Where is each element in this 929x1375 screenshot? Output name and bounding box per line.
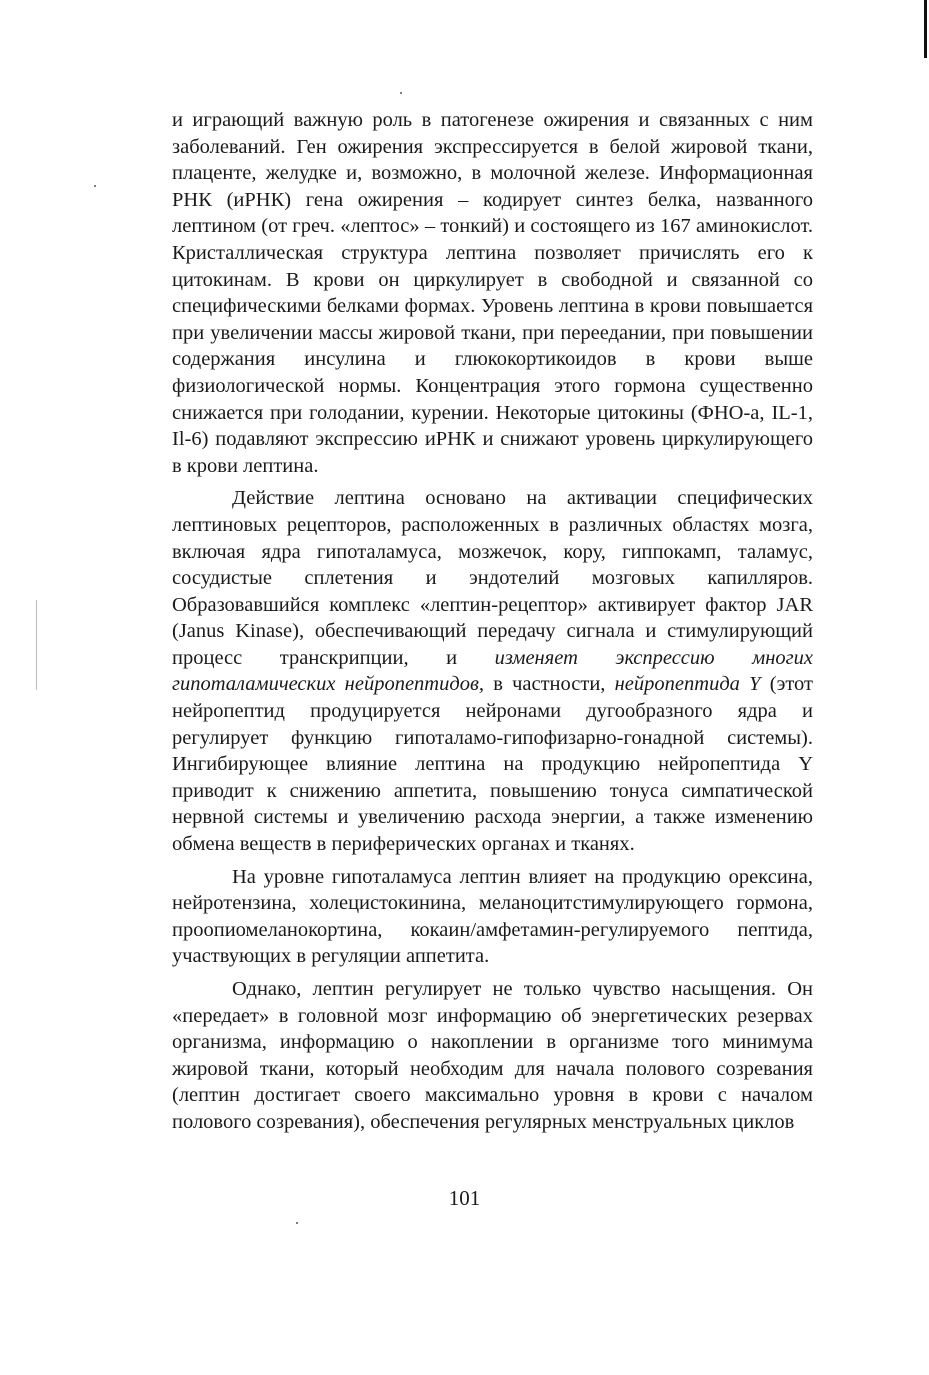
paragraph-2 [172, 485, 813, 857]
paragraph-2-text-a: Действие лептина основано на активации специфических лептиновых рецепторов, расположенных в различных областях мозга, включая ядра гипоталамуса, мозжечок, кору, гиппокамп, таламус, сосудистые сплетения и эндотелий мозговых капилляров. Образовавшийся комплекс «лептин-рецептор» активирует фактор JAR (Janus Kinase), обеспечивающий передачу сигнала и стимулирующий процесс транскрипции, и [172, 487, 813, 669]
paragraph-2-text-c: (этот нейропептид продуцируется нейронами дугообразного ядра и регулирует функцию гипоталамо-гипофизарно-гонадной системы). Ингибирующее влияние лептина на продукцию нейропептида Y приводит к снижению аппетита, повышению тонуса симпатической нервной системы и увеличению расхода энергии, а также изменению обмена веществ в периферических органах и тканях. [172, 673, 813, 856]
scan-margin-artifact [36, 600, 37, 690]
paragraph-2-italic-a: изменяет экспрессию многих гипоталамических нейропептидов, [172, 646, 813, 696]
paragraph-2-italic-b: нейропептида Y [614, 673, 761, 696]
paragraph-4 [172, 976, 813, 1136]
paragraph-3 [172, 864, 813, 970]
scan-speck [400, 92, 402, 94]
paragraph-1 [172, 107, 813, 479]
scan-edge-mark [924, 0, 927, 58]
page-body [172, 107, 813, 1142]
paragraph-2-text-b: в частности, [484, 673, 615, 696]
paragraph-1-text: и играющий важную роль в патогенезе ожирения и связанных с ним заболеваний. Ген ожирения экспрессируется в белой жировой ткани, плаценте, желудке и, возможно, в молочной железе. Информационная РНК (иРНК) гена ожирения – кодирует синтез белка, названного лептином (от греч. «лептос» – тонкий) и состоящего из 167 аминокислот. Кристаллическая структура лептина позволяет причислять его к цитокинам. В крови он циркулирует в свободной и связанной со специфическими белками формах. Уровень лептина в крови повышается при увеличении массы жировой ткани, при переедании, при повышении содержания инсулина и глюкокортикоидов в крови выше физиологической нормы. Концентрация этого гормона существенно снижается при голодании, курении. Некоторые цитокины (ФНО-а, IL-1, Il-6) подавляют экспрессию иРНК и снижают уровень циркулирующего в крови лептина. [172, 109, 813, 477]
page-number: 101 [448, 1186, 481, 1210]
scan-speck [94, 185, 96, 187]
paragraph-4-text: Однако, лептин регулирует не только чувство насыщения. Он «передает» в головной мозг информацию об энергетических резервах организма, информацию о накоплении в организме того минимума жировой ткани, который необходим для начала полового созревания (лептин достигает своего максимально уровня в крови с началом полового созревания), обеспечения регулярных менструальных циклов [172, 978, 813, 1133]
paragraph-3-text: На уровне гипоталамуса лептин влияет на продукцию орексина, нейротензина, холецистокинина, меланоцитстимулирующего гормона, проопиомеланокортина, кокаин/амфетамин-регулируемого пептида, участвующих в регуляции аппетита. [172, 865, 813, 968]
scan-speck [296, 1222, 298, 1224]
